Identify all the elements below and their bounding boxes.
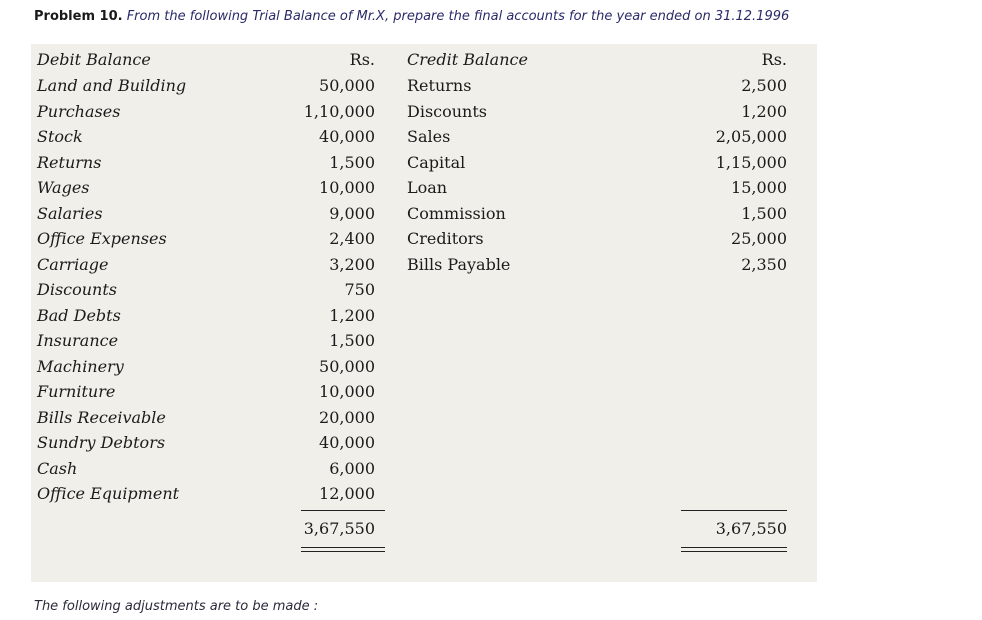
debit-account-amount: 40,000 bbox=[319, 127, 375, 146]
debit-account-name: Bills Receivable bbox=[37, 407, 166, 427]
debit-total-rule bbox=[301, 510, 385, 511]
trial-balance-image bbox=[31, 44, 817, 582]
credit-account-name: Sales bbox=[407, 127, 451, 146]
debit-account-name: Bad Debts bbox=[37, 305, 121, 325]
debit-account-name: Purchases bbox=[37, 101, 121, 121]
credit-account-name: Returns bbox=[407, 76, 472, 95]
credit-account-amount: 25,000 bbox=[731, 229, 787, 248]
credit-account-name: Loan bbox=[407, 178, 448, 197]
debit-account-amount: 2,400 bbox=[329, 229, 375, 248]
debit-account-amount: 1,10,000 bbox=[303, 101, 375, 121]
debit-account-name: Wages bbox=[37, 178, 90, 197]
credit-unit: Rs. bbox=[761, 50, 787, 69]
credit-account-name: Capital bbox=[407, 152, 466, 172]
credit-total-double-rule bbox=[681, 547, 787, 552]
debit-account-amount: 1,500 bbox=[329, 152, 375, 172]
credit-account-amount: 1,15,000 bbox=[715, 152, 787, 172]
debit-account-name: Insurance bbox=[37, 331, 119, 350]
debit-account-name: Office Equipment bbox=[37, 484, 180, 503]
credit-account-amount: 2,500 bbox=[741, 76, 787, 95]
debit-account-amount: 9,000 bbox=[329, 203, 375, 223]
credit-account-amount: 1,200 bbox=[741, 101, 787, 121]
credit-account-name: Commission bbox=[407, 203, 506, 223]
debit-account-amount: 40,000 bbox=[319, 433, 375, 452]
debit-account-amount: 1,200 bbox=[329, 305, 375, 325]
debit-account-name: Stock bbox=[37, 127, 83, 146]
debit-account-amount: 50,000 bbox=[319, 356, 375, 376]
debit-account-name: Machinery bbox=[37, 356, 124, 376]
credit-total-rule bbox=[681, 510, 787, 511]
credit-total: 3,67,550 bbox=[715, 519, 787, 538]
debit-account-name: Salaries bbox=[37, 203, 103, 223]
credit-header: Credit Balance bbox=[407, 50, 528, 69]
credit-account-name: Creditors bbox=[407, 229, 484, 248]
debit-account-name: Sundry Debtors bbox=[37, 433, 166, 452]
debit-account-name: Cash bbox=[37, 458, 78, 478]
credit-account-amount: 15,000 bbox=[731, 178, 787, 197]
debit-account-amount: 750 bbox=[344, 280, 375, 299]
debit-account-name: Returns bbox=[37, 152, 102, 172]
problem-label: Problem 10. bbox=[34, 9, 123, 24]
debit-account-amount: 10,000 bbox=[319, 178, 375, 197]
debit-account-name: Discounts bbox=[37, 280, 117, 299]
credit-account-name: Bills Payable bbox=[407, 254, 511, 274]
debit-account-amount: 1,500 bbox=[329, 331, 375, 350]
debit-total-double-rule bbox=[301, 547, 385, 552]
debit-account-name: Furniture bbox=[37, 382, 116, 401]
debit-account-amount: 10,000 bbox=[319, 382, 375, 401]
debit-account-name: Carriage bbox=[37, 254, 109, 274]
debit-account-amount: 6,000 bbox=[329, 458, 375, 478]
credit-account-amount: 2,05,000 bbox=[715, 127, 787, 146]
debit-account-amount: 20,000 bbox=[319, 407, 375, 427]
debit-account-amount: 12,000 bbox=[319, 484, 375, 503]
credit-account-amount: 1,500 bbox=[741, 203, 787, 223]
debit-total: 3,67,550 bbox=[303, 519, 375, 538]
debit-account-name: Land and Building bbox=[37, 76, 187, 95]
problem-text: From the following Trial Balance of Mr.X, prepare the final accounts for the year ended on 31.12.1996 bbox=[126, 9, 790, 24]
credit-account-amount: 2,350 bbox=[741, 254, 787, 274]
adjustments-note: The following adjustments are to be made : bbox=[34, 599, 319, 614]
credit-account-name: Discounts bbox=[407, 101, 487, 121]
debit-unit: Rs. bbox=[349, 50, 375, 69]
debit-account-amount: 50,000 bbox=[319, 76, 375, 95]
debit-account-name: Office Expenses bbox=[37, 229, 167, 248]
debit-header: Debit Balance bbox=[37, 50, 151, 69]
debit-account-amount: 3,200 bbox=[329, 254, 375, 274]
problem-heading bbox=[34, 9, 789, 24]
